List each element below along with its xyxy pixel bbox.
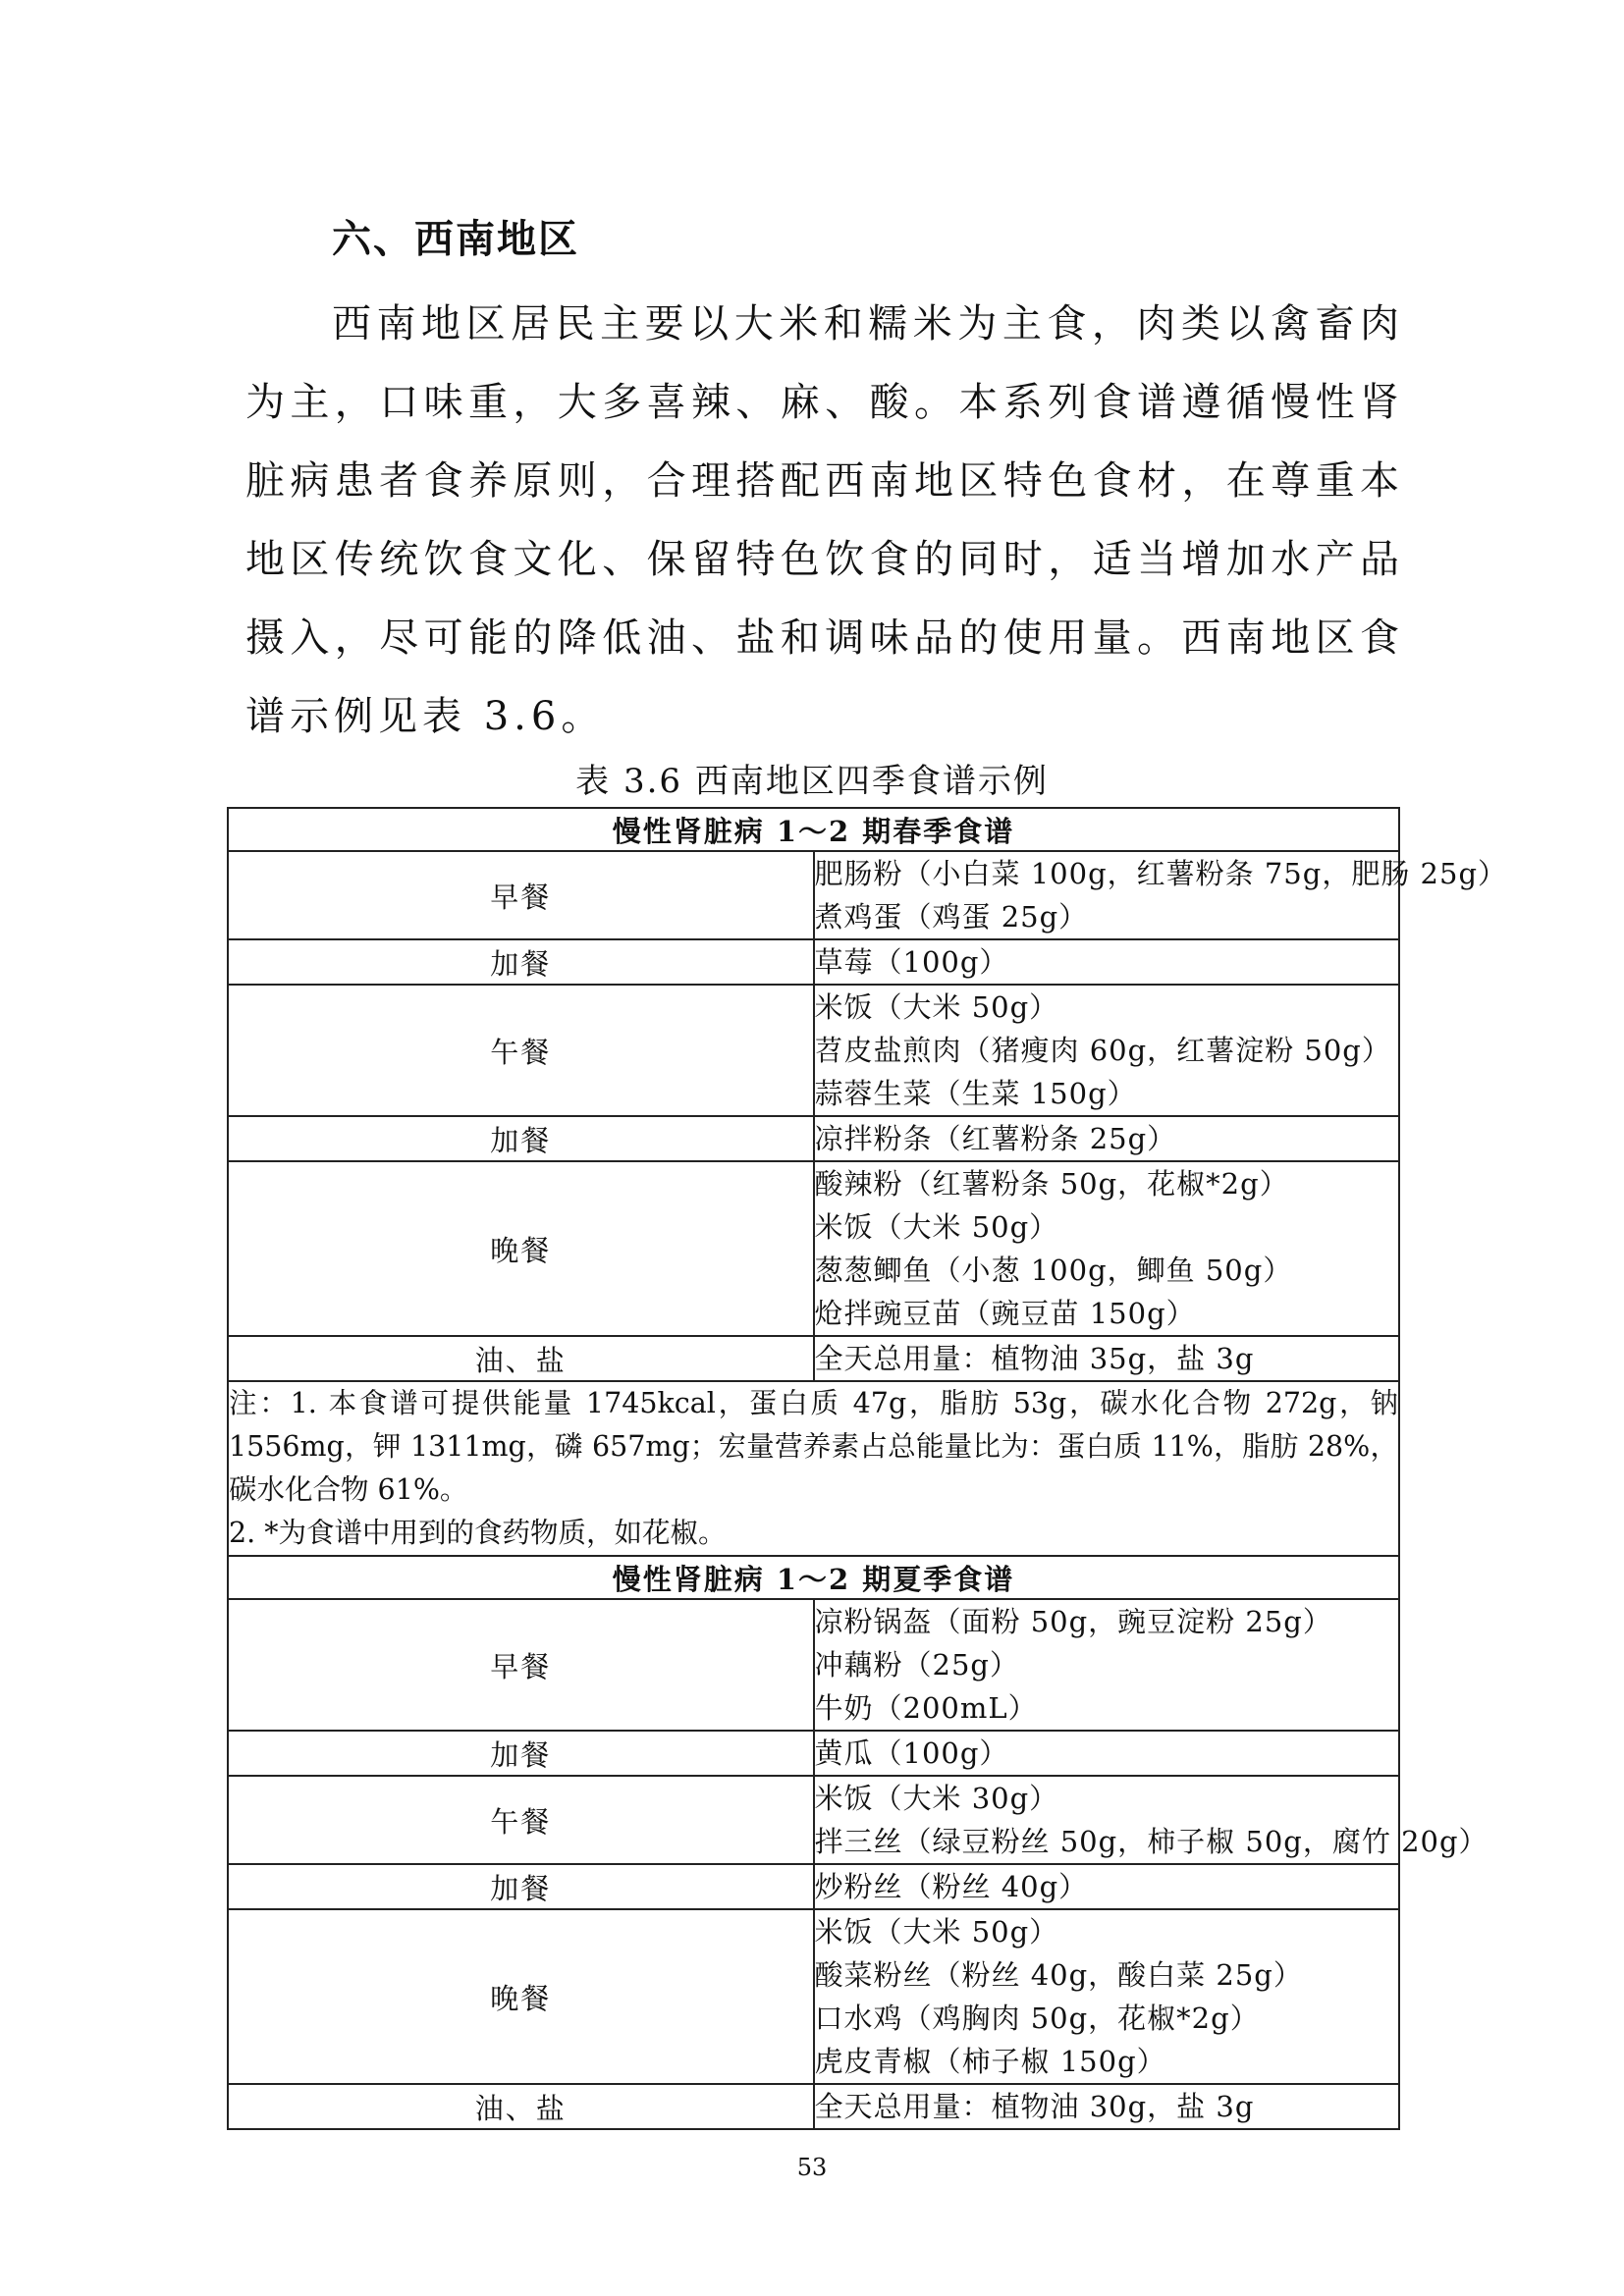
meal-label: 加餐 <box>228 1864 814 1909</box>
meal-row <box>228 851 1399 939</box>
meal-row <box>228 1336 1399 1381</box>
dish-item: 炒粉丝（粉丝 40g） <box>814 1870 1089 1903</box>
meal-row <box>228 1161 1399 1336</box>
meal-label: 午餐 <box>228 1776 814 1864</box>
meal-label: 早餐 <box>228 1599 814 1731</box>
dish-item: 米饭（大米 30g） <box>814 1782 1059 1815</box>
dish-item: 炝拌豌豆苗（豌豆苗 150g） <box>814 1297 1196 1330</box>
dish-cell <box>814 1909 1400 2084</box>
dish-cell <box>814 1776 1489 1864</box>
meal-row <box>228 1116 1399 1161</box>
dish-item: 米饭（大米 50g） <box>814 990 1059 1024</box>
meal-row <box>228 1599 1399 1731</box>
meal-row <box>228 2084 1399 2129</box>
dish-cell <box>814 851 1508 939</box>
dish-item: 酸菜粉丝（粉丝 40g，酸白菜 25g） <box>814 1958 1303 1992</box>
meal-row <box>228 939 1399 985</box>
meal-row <box>228 1731 1399 1776</box>
meal-label: 加餐 <box>228 939 814 985</box>
summer-section <box>228 1556 1399 1599</box>
dish-item: 冲藕粉（25g） <box>814 1648 1019 1682</box>
meal-row <box>228 985 1399 1116</box>
dish-item: 蒜蓉生菜（生菜 150g） <box>814 1077 1137 1110</box>
dish-item: 煮鸡蛋（鸡蛋 25g） <box>814 900 1089 934</box>
dish-item: 口水鸡（鸡胸肉 50g，花椒*2g） <box>814 2002 1260 2035</box>
summer-section-title: 慢性肾脏病 1～2 期夏季食谱 <box>228 1556 1399 1599</box>
dish-item: 葱葱鲫鱼（小葱 100g，鲫鱼 50g） <box>814 1254 1293 1287</box>
meal-label: 晚餐 <box>228 1161 814 1336</box>
meal-label: 加餐 <box>228 1116 814 1161</box>
spring-section-title: 慢性肾脏病 1～2 期春季食谱 <box>228 808 1399 851</box>
dish-item: 凉拌粉条（红薯粉条 25g） <box>814 1122 1177 1155</box>
dish-cell <box>814 1731 1400 1776</box>
section-heading: 六、西南地区 <box>332 217 579 262</box>
spring-section <box>228 808 1399 851</box>
dish-item: 全天总用量：植物油 30g，盐 3g <box>814 2090 1255 2123</box>
dish-item: 拌三丝（绿豆粉丝 50g，柿子椒 50g，腐竹 20g） <box>814 1825 1489 1858</box>
dish-cell <box>814 1116 1400 1161</box>
dish-item: 黄瓜（100g） <box>814 1736 1009 1770</box>
note-cell <box>228 1381 1399 1556</box>
meal-label: 油、盐 <box>228 2084 814 2129</box>
dish-item: 全天总用量：植物油 35g，盐 3g <box>814 1342 1255 1375</box>
meal-label: 晚餐 <box>228 1909 814 2084</box>
meal-label: 油、盐 <box>228 1336 814 1381</box>
dish-item: 米饭（大米 50g） <box>814 1915 1059 1949</box>
dish-cell <box>814 1599 1400 1731</box>
dish-cell <box>814 1336 1400 1381</box>
recipe-table <box>227 807 1508 2130</box>
meal-label: 加餐 <box>228 1731 814 1776</box>
note-1: 注：1. 本食谱可提供能量 1745kcal，蛋白质 47g，脂肪 53g，碳水化合物 272g，钠 1556mg，钾 1311mg，磷 657mg；宏量营养素占总能量比为：蛋白质 11%，脂肪 28%，碳水化合物 61%。 <box>229 1387 1398 1506</box>
dish-cell <box>814 985 1400 1116</box>
dish-item: 牛奶（200mL） <box>814 1691 1038 1725</box>
dish-cell <box>814 1864 1400 1909</box>
meal-row <box>228 1776 1399 1864</box>
meal-label: 午餐 <box>228 985 814 1116</box>
meal-row <box>228 1864 1399 1909</box>
table-caption: 表 3.6 西南地区四季食谱示例 <box>575 762 1049 801</box>
meal-row <box>228 1909 1399 2084</box>
dish-cell <box>814 2084 1400 2129</box>
page-number: 53 <box>796 2154 828 2181</box>
dish-item: 米饭（大米 50g） <box>814 1210 1059 1244</box>
dish-cell <box>814 1161 1400 1336</box>
dish-item: 虎皮青椒（柿子椒 150g） <box>814 2045 1166 2078</box>
note-row <box>228 1381 1399 1556</box>
meal-label: 早餐 <box>228 851 814 939</box>
dish-item: 凉粉锅盔（面粉 50g，豌豆淀粉 25g） <box>814 1605 1332 1638</box>
dish-item: 酸辣粉（红薯粉条 50g，花椒*2g） <box>814 1167 1289 1201</box>
note-2: 2. *为食谱中用到的食药物质，如花椒。 <box>229 1517 727 1549</box>
dish-item: 苕皮盐煎肉（猪瘦肉 60g，红薯淀粉 50g） <box>814 1034 1391 1067</box>
dish-item: 肥肠粉（小白菜 100g，红薯粉条 75g，肥肠 25g） <box>814 857 1508 890</box>
intro-paragraph: 西南地区居民主要以大米和糯米为主食，肉类以禽畜肉为主，口味重，大多喜辣、麻、酸。本系列食谱遵循慢性肾脏病患者食养原则，合理搭配西南地区特色食材，在尊重本地区传统饮食文化、保留特色饮食的同时，适当增加水产品摄入，尽可能的降低油、盐和调味品的使用量。西南地区食谱示例见表 3.6。 <box>245 301 1404 739</box>
dish-item: 草莓（100g） <box>814 945 1009 979</box>
dish-cell <box>814 939 1400 985</box>
